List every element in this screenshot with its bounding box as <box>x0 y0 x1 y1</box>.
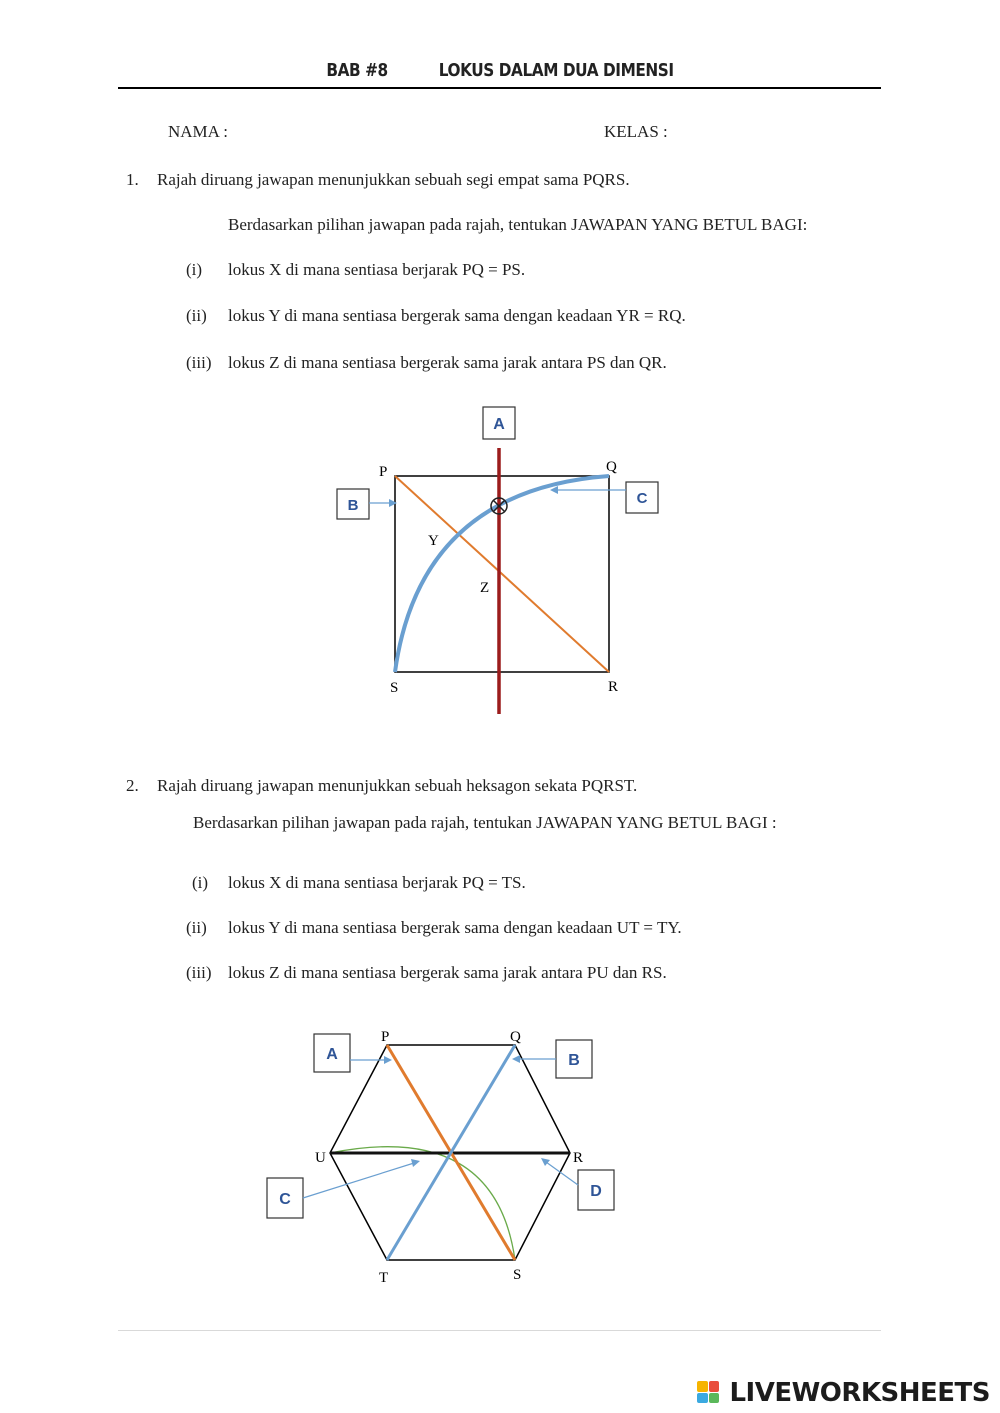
q1-item-text: lokus Y di mana sentiasa bergerak sama dengan keadaan YR = RQ. <box>228 306 686 325</box>
arrow-head <box>384 1056 392 1064</box>
q1-instruction: Berdasarkan pilihan jawapan pada rajah, tentukan JAWAPAN YANG BETUL BAGI: <box>228 215 808 234</box>
vertex-p: P <box>381 1029 390 1045</box>
answer-box-label: C <box>279 1191 291 1208</box>
footer-divider <box>118 1330 881 1331</box>
vertex-s: S <box>513 1267 522 1283</box>
vertex-q: Q <box>606 459 617 475</box>
answer-box-label: B <box>568 1052 580 1069</box>
vertex-q: Q <box>510 1029 521 1045</box>
liveworksheets-logo-icon <box>697 1381 719 1403</box>
vertex-p: P <box>379 464 388 480</box>
q2-item-label: (i) <box>192 873 209 892</box>
q2-item-label: (ii) <box>186 918 207 937</box>
point-y: Y <box>428 533 439 549</box>
arrow-head <box>512 1055 520 1063</box>
answer-box-label: A <box>326 1046 338 1063</box>
q1-statement: Rajah diruang jawapan menunjukkan sebuah segi empat sama PQRS. <box>157 170 630 189</box>
q1-item-label: (i) <box>186 260 203 279</box>
vertex-s: S <box>390 680 399 696</box>
answer-box-label: A <box>493 416 505 433</box>
vertex-t: T <box>379 1270 389 1286</box>
q1-item-text: lokus Z di mana sentiasa bergerak sama jarak antara PS dan QR. <box>228 353 667 372</box>
name-label: NAMA : <box>168 122 228 141</box>
arrow-c <box>303 1163 414 1198</box>
q2-number: 2. <box>126 776 139 795</box>
q2-statement: Rajah diruang jawapan menunjukkan sebuah heksagon sekata PQRST. <box>157 776 638 795</box>
answer-box-label: D <box>590 1183 602 1200</box>
answer-box-label: C <box>636 490 648 507</box>
q2-instruction: Berdasarkan pilihan jawapan pada rajah, tentukan JAWAPAN YANG BETUL BAGI : <box>193 813 777 832</box>
chapter-title: LOKUS DALAM DUA DIMENSI <box>438 60 674 81</box>
q2-item-text: lokus Y di mana sentiasa bergerak sama dengan keadaan UT = TY. <box>228 918 682 937</box>
vertex-r: R <box>608 679 619 695</box>
point-z: Z <box>480 580 490 596</box>
q1-number: 1. <box>126 170 139 189</box>
vertex-r: R <box>573 1150 584 1166</box>
vertex-u: U <box>315 1150 326 1166</box>
arc-locus <box>330 1147 515 1260</box>
brand-name: LIVEWORKSHEETS <box>729 1378 990 1408</box>
arrow-head <box>541 1158 550 1166</box>
chapter-label: BAB #8 <box>326 60 388 81</box>
q2-item-text: lokus X di mana sentiasa berjarak PQ = TS. <box>228 873 526 892</box>
class-label: KELAS : <box>604 122 668 141</box>
answer-box-label: B <box>347 497 359 514</box>
q1-item-text: lokus X di mana sentiasa berjarak PQ = PS. <box>228 260 526 279</box>
q1-item-label: (ii) <box>186 306 207 325</box>
q2-item-label: (iii) <box>186 963 212 982</box>
arrow-head <box>411 1159 420 1167</box>
q1-item-label: (iii) <box>186 353 212 372</box>
q2-item-text: lokus Z di mana sentiasa bergerak sama jarak antara PU dan RS. <box>228 963 667 982</box>
